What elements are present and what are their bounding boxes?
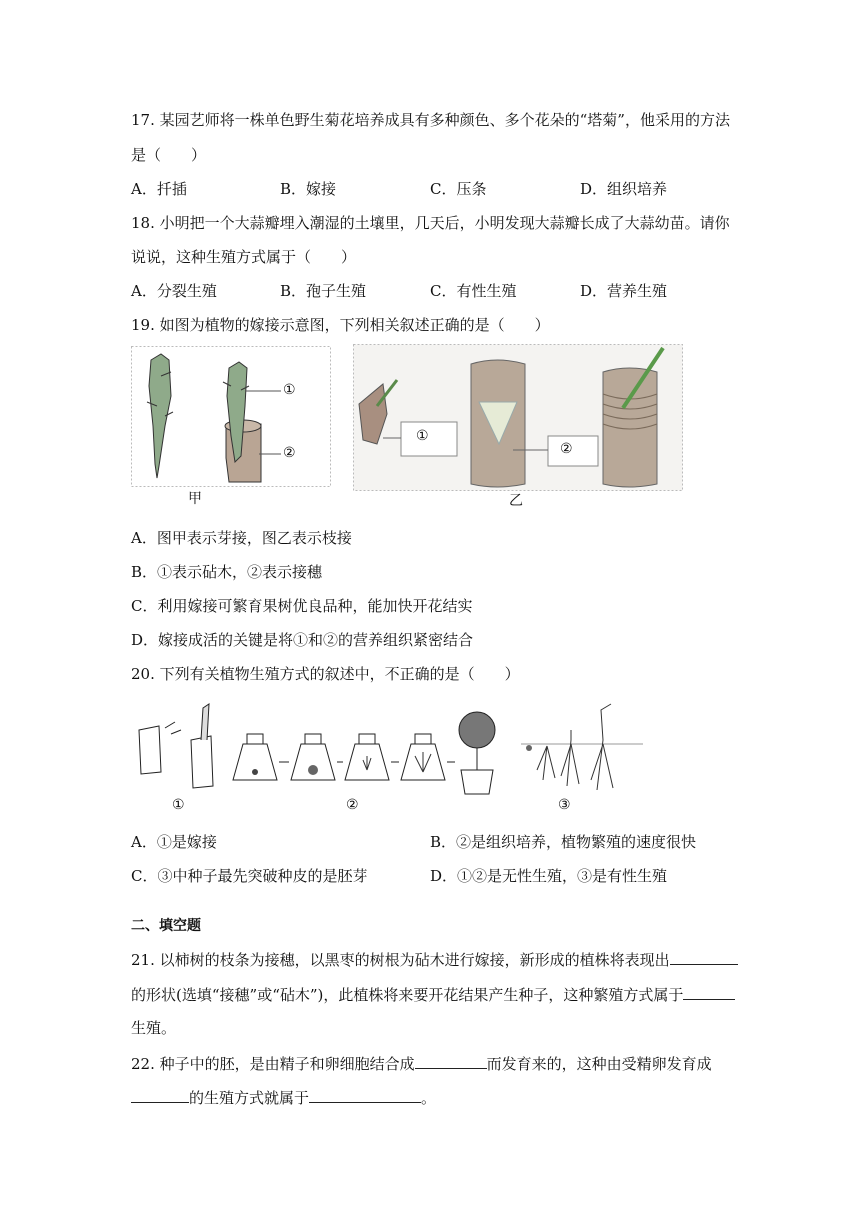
q20-option-a[interactable]: A．①是嫁接 xyxy=(131,833,217,851)
q18-stem-line1: 18. 小明把一个大蒜瓣埋入潮湿的土壤里，几天后，小明发现大蒜瓣长成了大蒜幼苗。请你 xyxy=(131,214,730,232)
q22-blank-3[interactable] xyxy=(309,1086,421,1103)
q21-blank-2[interactable] xyxy=(683,983,735,1000)
q18-option-a[interactable]: A．分裂生殖 xyxy=(131,282,217,300)
q19-figure-jia xyxy=(131,346,331,507)
q22-text-1: 22. 种子中的胚，是由精子和卵细胞结合成 xyxy=(131,1055,415,1073)
q19-option-b[interactable]: B．①表示砧木，②表示接穗 xyxy=(131,563,323,581)
q17-stem-line2: 是（ ） xyxy=(131,146,207,164)
q20-option-c[interactable]: C．③中种子最先突破种皮的是胚芽 xyxy=(131,867,368,885)
q22-blank-2[interactable] xyxy=(131,1086,189,1103)
q20-option-b[interactable]: B．②是组织培养，植物繁殖的速度很快 xyxy=(430,833,697,851)
q20-mark-3: ③ xyxy=(558,797,571,813)
q20-figure xyxy=(131,700,651,820)
q19-jia-mark-1: ① xyxy=(283,382,296,398)
q18-option-c[interactable]: C．有性生殖 xyxy=(430,282,517,300)
q19-option-d[interactable]: D．嫁接成活的关键是将①和②的营养组织紧密结合 xyxy=(131,631,474,649)
q20-mark-1: ① xyxy=(172,797,185,813)
q22-blank-1[interactable] xyxy=(415,1052,487,1069)
q21-text-3: 生殖。 xyxy=(131,1019,177,1037)
reproduction-methods-illustration xyxy=(131,700,651,800)
q21-text-1: 21. 以柿树的枝条为接穗，以黑枣的树根为砧木进行嫁接，新形成的植株将表现出 xyxy=(131,951,670,969)
q22-text-2: 而发育来的，这种由受精卵发育成 xyxy=(486,1055,712,1073)
q18-stem-line2: 说说，这种生殖方式属于（ ） xyxy=(131,248,357,266)
q18-option-d[interactable]: D．营养生殖 xyxy=(580,282,668,300)
q17-option-a[interactable]: A．扦插 xyxy=(131,180,187,198)
q20-stem: 20. 下列有关植物生殖方式的叙述中，不正确的是（ ） xyxy=(131,665,520,683)
q22-text-3: 的生殖方式就属于 xyxy=(189,1089,310,1107)
q18-option-b[interactable]: B．孢子生殖 xyxy=(280,282,367,300)
q19-jia-mark-2: ② xyxy=(283,445,296,461)
q19-stem: 19. 如图为植物的嫁接示意图，下列相关叙述正确的是（ ） xyxy=(131,316,550,334)
q19-yi-label: 乙 xyxy=(509,493,523,509)
q21-text-2: 的形状(选填“接穗”或“砧木”)，此植株将来要开花结果产生种子，这种繁殖方式属于 xyxy=(131,986,684,1004)
q19-yi-mark-1: ① xyxy=(416,428,429,444)
q17-option-b[interactable]: B．嫁接 xyxy=(280,180,337,198)
q19-option-a[interactable]: A．图甲表示芽接，图乙表示枝接 xyxy=(131,529,352,547)
section-title: 二、填空题 xyxy=(131,918,201,934)
q17-stem-line1: 17. 某园艺师将一株单色野生菊花培养成具有多种颜色、多个花朵的“塔菊”，他采用的方法 xyxy=(131,111,730,129)
q17-option-c[interactable]: C．压条 xyxy=(430,180,487,198)
grafting-jia-illustration xyxy=(131,346,331,504)
q22-text-4: 。 xyxy=(421,1089,437,1107)
q22-line1 xyxy=(131,1052,712,1074)
q22-line2 xyxy=(131,1086,436,1108)
q20-option-d[interactable]: D．①②是无性生殖，③是有性生殖 xyxy=(430,867,668,885)
q19-figure-yi xyxy=(353,344,683,512)
q21-blank-1[interactable] xyxy=(670,948,738,965)
q20-mark-2: ② xyxy=(346,797,359,813)
q21-line1 xyxy=(131,948,738,970)
q21-line2 xyxy=(131,983,735,1005)
q19-yi-mark-2: ② xyxy=(560,441,573,457)
q19-option-c[interactable]: C．利用嫁接可繁育果树优良品种，能加快开花结实 xyxy=(131,597,473,615)
q17-option-d[interactable]: D．组织培养 xyxy=(580,180,668,198)
q19-jia-label: 甲 xyxy=(188,491,202,507)
grafting-yi-illustration xyxy=(353,344,683,492)
